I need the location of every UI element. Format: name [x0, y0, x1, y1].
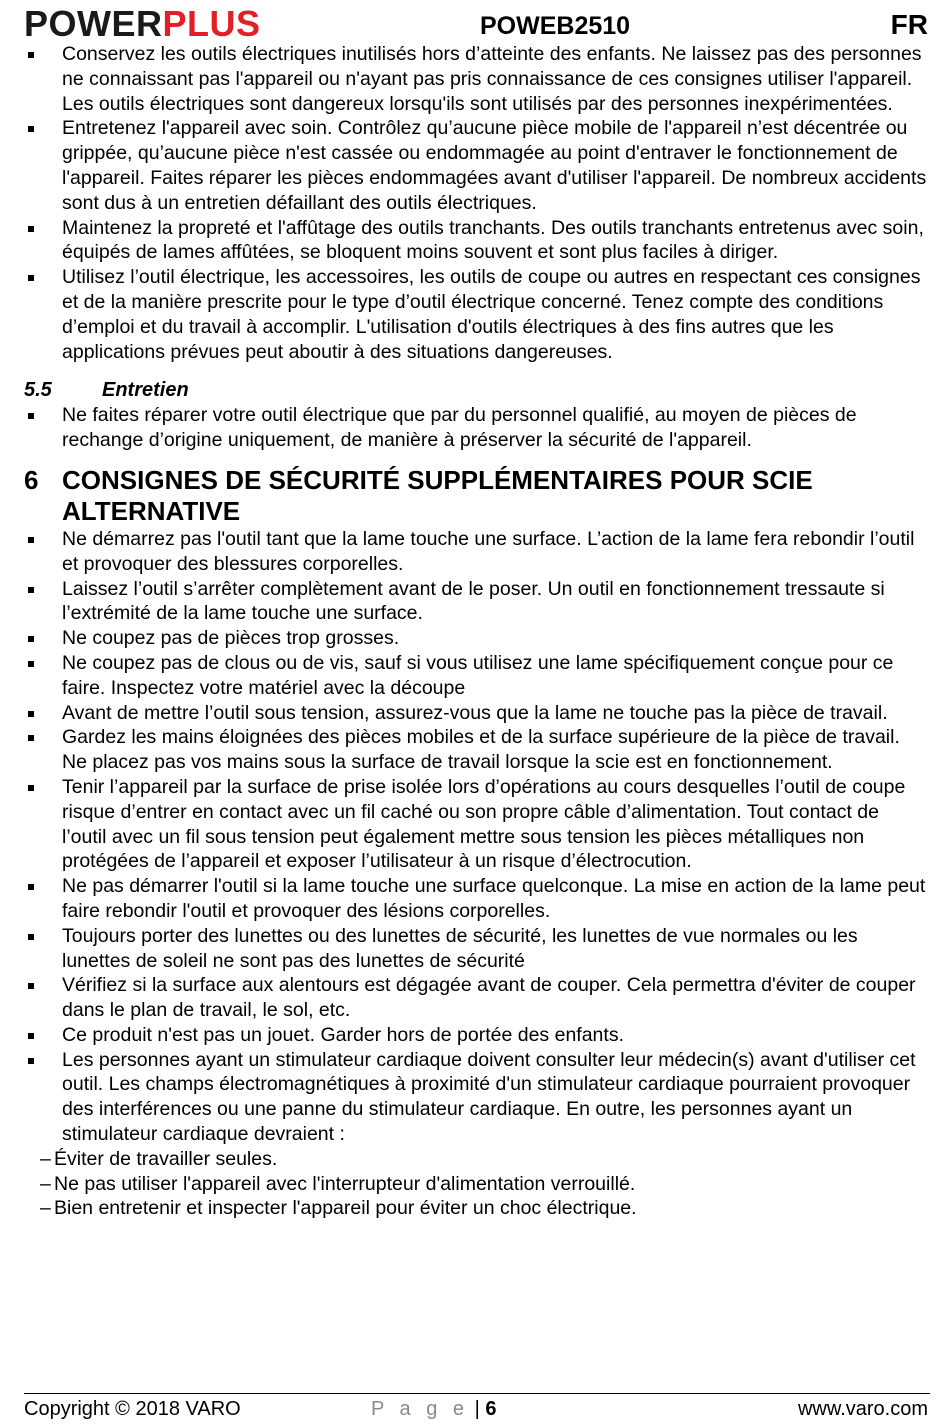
footer-divider	[24, 1393, 930, 1394]
bullet-item: Toujours porter des lunettes ou des lunettes de sécurité, les lunettes de vue normales ou les lunettes de soleil ne sont pas des lunettes de sécurité	[24, 924, 928, 974]
section-heading	[24, 465, 928, 527]
bullet-item: Utilisez l’outil électrique, les accessoires, les outils de coupe ou autres en respectant ces consignes et de la manière prescrite pour le type d’outil électrique concerné. Tenez compte des conditions d’emploi et du travail à accomplir. L'utilisation d'outils électriques à des fins autres que les applications prévues peut aboutir à des situations dangereuses.	[24, 265, 928, 364]
subsection-title: Entretien	[102, 379, 189, 402]
bullet-item: Ne démarrez pas l'outil tant que la lame touche une surface. L’action de la lame fera rebondir l’outil et provoquer des blessures corporelles.	[24, 527, 928, 577]
subsection-number: 5.5	[24, 379, 52, 402]
bullet-list-top	[24, 42, 928, 364]
bullet-item: Laissez l’outil s’arrêter complètement avant de le poser. Un outil en fonctionnement tressaute si l’extrémité de la lame touche une surface.	[24, 577, 928, 627]
bullet-item: Gardez les mains éloignées des pièces mobiles et de la surface supérieure de la pièce de travail. Ne placez pas vos mains sous la surface de travail lorsque la scie est en fonctionnement.	[24, 725, 928, 775]
bullet-item: Ne pas démarrer l'outil si la lame touche une surface quelconque. La mise en action de la lame peut faire rebondir l'outil et provoquer des lésions corporelles.	[24, 874, 928, 924]
logo-plus-text: PLUS	[162, 3, 261, 44]
bullet-item: Entretenez l'appareil avec soin. Contrôlez qu’aucune pièce mobile de l'appareil n’est décentrée ou grippée, qu’aucune pièce n'est cassée ou endommagée au point d'entraver le fonctionnement de l'appareil. Faites réparer les pièces endommagées avant d'utiliser l'appareil. De nombreux accidents sont dus à un entretien défaillant des outils électriques.	[24, 116, 928, 215]
dash-item: – Éviter de travailler seules.	[24, 1147, 928, 1172]
logo-power-text: POWER	[24, 3, 163, 44]
dash-item: – Ne pas utiliser l'appareil avec l'interrupteur d'alimentation verrouillé.	[24, 1172, 928, 1197]
bullet-item: Ne coupez pas de clous ou de vis, sauf si vous utilisez une lame spécifiquement conçue pour ce faire. Inspectez votre matériel avec la découpe	[24, 651, 928, 701]
bullet-item: Maintenez la propreté et l'affûtage des outils tranchants. Des outils tranchants entretenus avec soin, équipés de lames affûtées, se bloquent moins souvent et sont plus faciles à diriger.	[24, 216, 928, 266]
bullet-item: Les personnes ayant un stimulateur cardiaque doivent consulter leur médecin(s) avant d'utiliser cet outil. Les champs électromagnétiques à proximité d'un stimulateur cardiaque pourraient provoquer des interférences ou une panne du stimulateur cardiaque. En outre, les personnes ayant un stimulateur cardiaque devraient :	[24, 1048, 928, 1147]
section-title: CONSIGNES DE SÉCURITÉ SUPPLÉMENTAIRES POUR SCIE ALTERNATIVE	[62, 464, 813, 526]
bullet-item: Vérifiez si la surface aux alentours est dégagée avant de couper. Cela permettra d'éviter de couper dans le plan de travail, le sol, etc.	[24, 973, 928, 1023]
page-header	[24, 4, 928, 44]
bullet-item: Ne faites réparer votre outil électrique que par du personnel qualifié, au moyen de pièces de rechange d’origine uniquement, de manière à préserver la sécurité de l'appareil.	[24, 403, 928, 453]
bullet-list-maintenance	[24, 403, 928, 453]
copyright-text: Copyright © 2018 VARO	[24, 1398, 241, 1420]
bullet-item: Tenir l’appareil par la surface de prise isolée lors d’opérations au cours desquelles l’outil de coupe risque d’entrer en contact avec un fil caché ou son propre câble d’alimentation. Tout contact de l’outil avec un fil sous tension peut également mettre sous tension les pièces métalliques non protégées de l’appareil et exposer l’utilisateur à un risque d’électrocution.	[24, 775, 928, 874]
language-code: FR	[890, 9, 928, 40]
bullet-list-safety	[24, 527, 928, 1147]
section-number: 6	[24, 464, 39, 495]
powerplus-logo	[24, 4, 261, 44]
website-link[interactable]: www.varo.com	[797, 1398, 928, 1420]
dash-list	[24, 1147, 928, 1221]
page-indicator	[371, 1398, 496, 1421]
page-number: 6	[485, 1398, 497, 1420]
bullet-item: Ne coupez pas de pièces trop grosses.	[24, 626, 928, 651]
page-separator: |	[474, 1398, 480, 1420]
bullet-item: Conservez les outils électriques inutilisés hors d’atteinte des enfants. Ne laissez pas des personnes ne connaissant pas l'appareil ou n'ayant pas pris connaissance de ces consignes utiliser l'appareil. Les outils électriques sont dangereux lorsqu'ils sont utilisés par des personnes inexpérimentées.	[24, 42, 928, 116]
dash-item: – Bien entretenir et inspecter l'appareil pour éviter un choc électrique.	[24, 1196, 928, 1221]
subsection-heading	[24, 377, 928, 403]
page-label: P a g e	[371, 1398, 470, 1420]
bullet-item: Avant de mettre l’outil sous tension, assurez-vous que la lame ne touche pas la pièce de travail.	[24, 701, 928, 726]
page-footer	[24, 1398, 928, 1424]
page-content	[24, 42, 928, 1221]
model-number: POWEB2510	[480, 12, 631, 40]
bullet-item: Ce produit n'est pas un jouet. Garder hors de portée des enfants.	[24, 1023, 928, 1048]
